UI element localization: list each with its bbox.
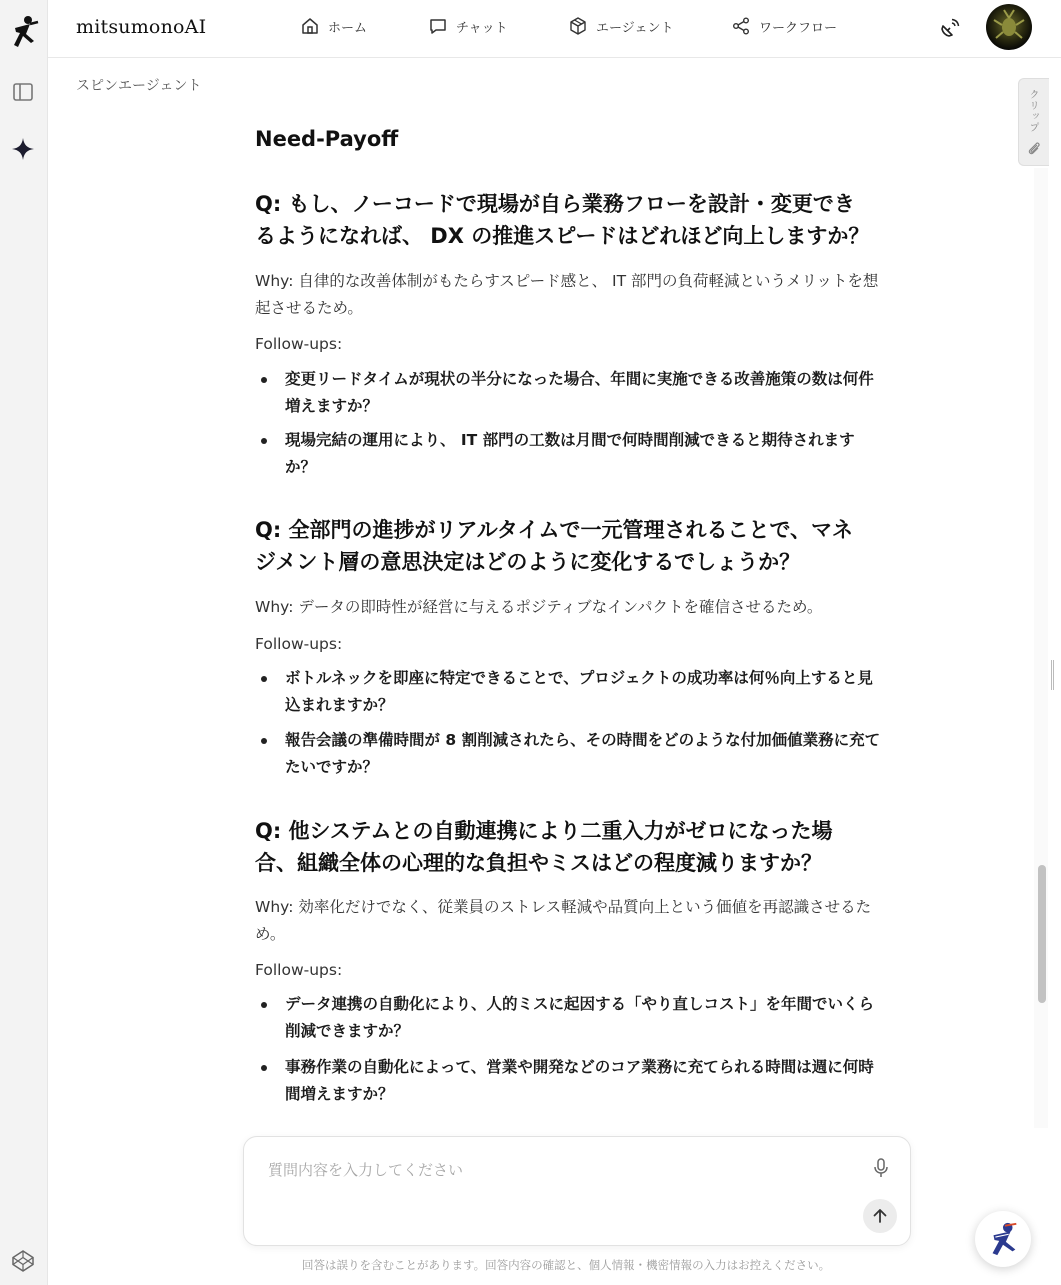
cube-icon [568,16,588,36]
followup-line: たいですか？ [285,758,379,776]
chat-bubble-icon [428,16,448,36]
why-line: め。 [255,925,286,943]
followup-item [285,727,910,781]
followup-line: 報告会議の準備時間が 8 割削減されたら、その時間をどのような付加価値業務に充て [285,731,881,749]
nav-workflow-label: ワークフロー [759,20,838,36]
broadcast-satellite-icon[interactable] [938,16,962,40]
question-line: 合、組織全体の心理的な負担やミスはどの程度減りますか？ [255,851,822,875]
list-bullet [261,1065,267,1071]
followup-item [285,427,910,481]
why-line: Why: 自律的な改善体制がもたらすスピード感と、 IT 部門の負荷軽減というメリットを想 [255,272,879,290]
clip-tab-label: クリップ [1027,89,1038,133]
clip-panel-tab[interactable] [1018,78,1049,166]
followup-line: 現場完結の運用により、 IT 部門の工数は月間で何時間削減できると期待されます [285,431,855,449]
why-text [255,594,910,621]
question-heading [255,815,910,879]
ninja-mascot-icon [984,1220,1022,1258]
followup-line: か？ [285,458,317,476]
why-line: 起させるため。 [255,299,363,317]
resize-handle[interactable] [1051,660,1054,690]
question-line: Q: 他システムとの自動連携により二重入力がゼロになった場 [255,819,833,843]
question-heading [255,188,910,252]
assistant-fab-button[interactable] [975,1211,1031,1267]
sidebar-toggle-icon[interactable] [12,81,34,103]
question-line: ジメント層の意思決定はどのように変化するでしょうか？ [255,550,801,574]
why-line: Why: 効率化だけでなく、従業員のストレス軽減や品質向上という価値を再認識させるた [255,898,872,916]
followup-line: 込まれますか？ [285,696,394,714]
list-bullet [261,438,267,444]
send-button[interactable] [863,1199,897,1233]
question-line: Q: もし、ノーコードで現場が自ら業務フローを設計・変更でき [255,192,855,216]
followups-label: Follow-ups: [255,961,343,979]
section-title: Need-Payoff [255,127,399,151]
chat-input-box[interactable] [243,1136,911,1246]
sparkle-icon[interactable] [11,137,35,161]
followup-item [285,366,910,420]
breadcrumb[interactable]: スピンエージェント [76,78,202,94]
followup-line: データ連携の自動化により、人的ミスに起因する「やり直しコスト」を年間でいくら [285,995,875,1013]
nav-home[interactable] [300,16,367,36]
followup-line: 間増えますか？ [285,1085,394,1103]
disclaimer-text: 回答は誤りを含むことがあります。回答内容の確認と、個人情報・機密情報の入力はお控えください。 [302,1258,831,1272]
arrow-up-icon [871,1207,889,1225]
followup-item [285,1054,910,1108]
followup-line: 変更リードタイムが現状の半分になった場合、年間に実施できる改善施策の数は何件 [285,370,874,388]
followup-item [285,991,910,1045]
nav-chat-label: チャット [456,20,508,36]
list-bullet [261,1002,267,1008]
list-bullet [261,676,267,682]
nav-agent[interactable] [568,16,673,36]
followup-line: ボトルネックを即座に特定できることで、プロジェクトの成功率は何％向上すると見 [285,669,873,687]
paperclip-icon [1026,140,1042,156]
runner-logo-icon[interactable] [8,14,40,50]
share-nodes-icon [731,16,751,36]
nav-chat[interactable] [428,16,508,36]
followups-label: Follow-ups: [255,335,343,353]
nav-workflow[interactable] [731,16,837,36]
brand-name[interactable]: mitsumonoAI [76,16,207,38]
question-heading [255,514,910,578]
scrollbar-thumb[interactable] [1038,865,1046,1003]
chat-input-placeholder[interactable]: 質問内容を入力してください [268,1161,464,1179]
home-icon [300,16,320,36]
nav-home-label: ホーム [328,20,368,36]
nav-agent-label: エージェント [596,20,674,36]
question-line: Q: 全部門の進捗がリアルタイムで一元管理されることで、マネ [255,518,854,542]
followup-item [285,665,910,719]
followups-label: Follow-ups: [255,635,343,653]
followup-line: 削減できますか？ [285,1022,410,1040]
user-avatar[interactable] [986,4,1032,50]
why-text [255,894,910,948]
list-bullet [261,738,267,744]
followup-line: 増えますか？ [285,397,379,415]
codepen-cube-icon[interactable] [11,1249,35,1273]
avatar-figure-icon [986,4,1032,50]
list-bullet [261,377,267,383]
why-text [255,268,910,322]
question-line: るようになれば、 DX の推進スピードはどれほど向上しますか？ [255,224,870,248]
left-rail [0,0,48,1285]
why-line: Why: データの即時性が経営に与えるポジティブなインパクトを確信させるため。 [255,598,823,616]
microphone-icon[interactable] [870,1157,892,1179]
top-header [48,0,1061,58]
followup-line: 事務作業の自動化によって、営業や開発などのコア業務に充てられる時間は週に何時 [285,1058,874,1076]
